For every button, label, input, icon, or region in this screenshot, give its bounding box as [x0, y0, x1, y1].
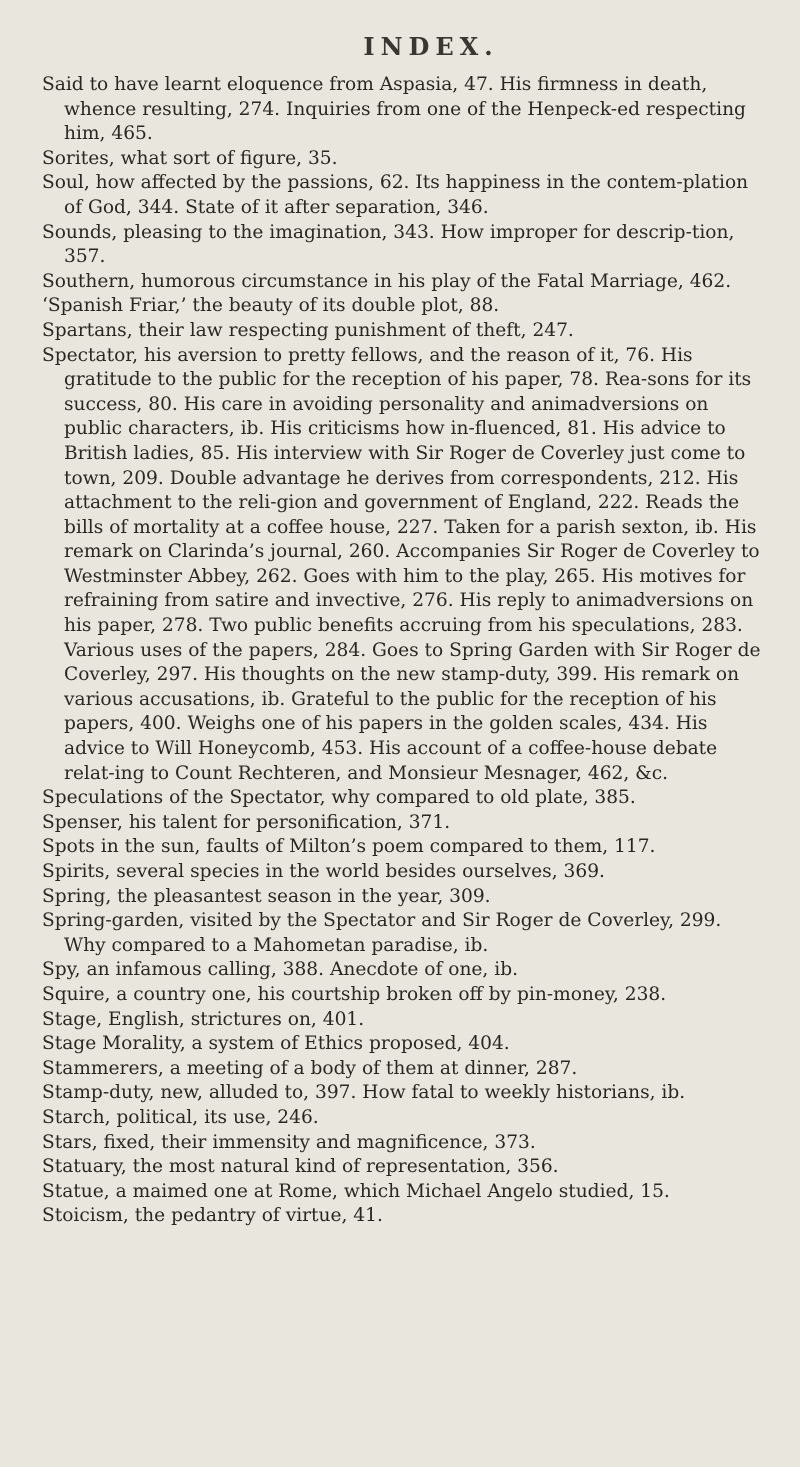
index-entry: Stamp-duty, new, alluded to, 397. How fatal to weekly historians, ib.	[42, 1082, 686, 1104]
index-entry: Sounds, pleasing to the imagination, 343. How improper for descrip-tion, 357.	[42, 221, 735, 268]
index-entry: Soul, how affected by the passions, 62. Its happiness in the contem-plation of God, 344. State of it after separation, 346.	[42, 172, 749, 218]
index-entry: Stammerers, a meeting of a body of them at dinner, 287.	[42, 1057, 578, 1079]
index-entry: Stage Morality, a system of Ethics proposed, 404.	[42, 1033, 510, 1055]
index-entry: Spenser, his talent for personification, 371.	[42, 811, 451, 833]
index-entry: Spirits, several species in the world besides ourselves, 369.	[42, 861, 605, 882]
index-entry: Stars, fixed, their immensity and magnificence, 373.	[42, 1131, 536, 1153]
index-entry: Southern, humorous circumstance in his play of the Fatal Marriage, 462.	[42, 270, 732, 292]
index-entry: Sorites, what sort of figure, 35.	[42, 147, 338, 169]
index-entry: Spy, an infamous calling, 388. Anecdote of one, ib.	[42, 959, 519, 981]
index-entry: ‘Spanish Friar,’ the beauty of its double plot, 88.	[42, 295, 500, 317]
index-entry: Statue, a maimed one at Rome, which Michael Angelo studied, 15.	[42, 1180, 670, 1202]
index-entry: Spots in the sun, faults of Milton’s poem compared to them, 117.	[42, 836, 656, 858]
index-entry: Spectator, his aversion to pretty fellows, and the reason of it, 76. His gratitude to the public for the reception of his paper, 78. Rea-sons for its success, 80. His care in avoiding personality and animadversions on public characters, ib. His criticisms how in-fluenced, 81. His advice to British ladies, 85. His interview with Sir Roger de Coverley just come to town, 209. Double advantage he derives from correspondents, 212. His attachment to the reli-gion and government of England, 222. Reads the bills of mortality at a coffee house, 227. Taken for a parish sexton, ib. His remark on Clarinda’s journal, 260. Accompanies Sir Roger de Coverley to Westminster Abbey, 262. Goes with him to the play, 265. His motives for refraining from satire and invective, 276. His reply to animadversions on his paper, 278. Two public benefits accruing from his speculations, 283. Various uses of the papers, 284. Goes to Spring Garden with Sir Roger de Coverley, 297. His thoughts on the new stamp-duty, 399. His remark on various accusations, ib. Grateful to the public for the reception of his papers, 400. Weighs one of his papers in the golden scales, 434. His advice to Will Honeycomb, 453. His account of a coffee-house debate relat-ing to Count Rechteren, and Monsieur Mesnager, 462, &c.	[42, 344, 761, 784]
index-entry: Spring-garden, visited by the Spectator and Sir Roger de Coverley, 299. Why compared to a Mahometan paradise, ib.	[42, 910, 722, 956]
index-entry: Speculations of the Spectator, why compared to old plate, 385.	[42, 787, 636, 809]
index-entries	[42, 73, 764, 1229]
index-entry: Spring, the pleasantest season in the year, 309.	[42, 885, 491, 907]
index-entry: Said to have learnt eloquence from Aspasia, 47. His firmness in death, whence resulting, 274. Inquiries from one of the Henpeck-ed respecting him, 465.	[42, 74, 746, 145]
index-entry: Squire, a country one, his courtship broken off by pin-money, 238.	[42, 983, 667, 1005]
index-entry: Spartans, their law respecting punishment of theft, 247.	[42, 319, 574, 341]
running-head: INDEX.	[363, 32, 499, 61]
index-entry: Stage, English, strictures on, 401.	[42, 1008, 365, 1030]
index-entry: Stoicism, the pedantry of virtue, 41.	[42, 1205, 383, 1227]
index-entry: Starch, political, its use, 246.	[42, 1106, 319, 1128]
index-entry: Statuary, the most natural kind of representation, 356.	[42, 1156, 559, 1178]
